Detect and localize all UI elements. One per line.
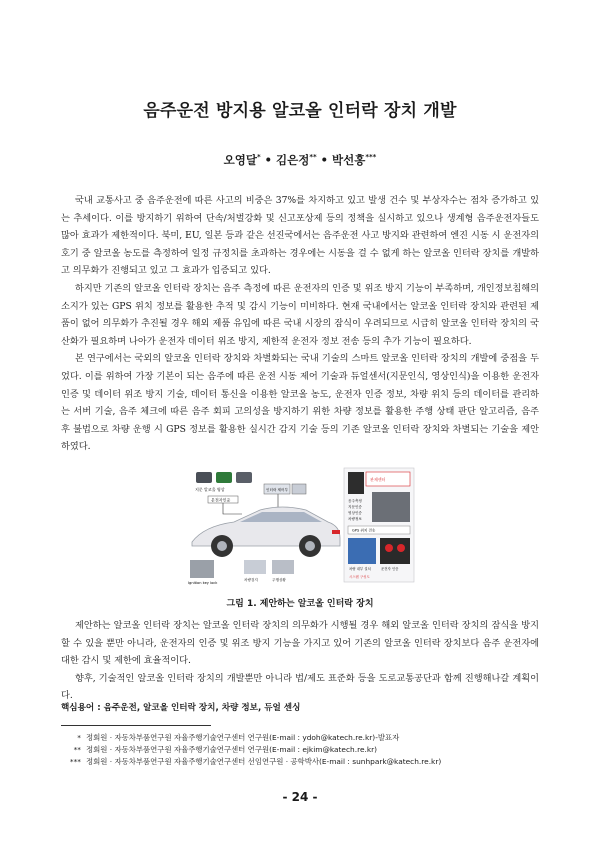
cctv-photo [244, 560, 266, 574]
ignition-lock-photo [190, 560, 214, 578]
abstract-paragraph: 본 연구에서는 국외의 알코올 인터락 장치와 차별화되는 국내 기술의 스마트 알코올 인터락 장치의 개발에 중점을 두었다. 이를 위하여 가장 기본이 되는 음주에 따른 운전 시동 제어 기술과 듀얼센서(지문인식, 영상인식)을 이용한 운전자 인증 및 데이터 위조 방지 기술, 데이터 통신을 이용한 알코올 농도, 운전자 인증 정보, 차량 위치 등의 데이터를 관리하는 서버 기술, 음주 체크에 따른 음주 회피 고의성을 방지하기 위한 차량 정보를 활용한 주행 상태 판단 알고리즘, 음주 후 불법으로 차량 운행 시 GPS 정보를 활용한 실시간 감지 기술 등의 기존 알코올 인터락 장치와 차별되는 기술을 제안하였다. [61, 353, 539, 453]
abstract [61, 192, 539, 456]
controller-label: 인터락 제어부 [266, 488, 288, 492]
driver-auth-photo-label: 운전자 인증 [381, 567, 399, 571]
paper-title: 음주운전 방지용 알코올 인터락 장치 개발 [143, 101, 457, 121]
cable-line [223, 503, 242, 514]
figure-caption: 그림 1. 제안하는 알코올 인터락 장치 [226, 599, 374, 609]
keywords: 핵심용어 : 음주운전, 알코올 인터락 장치, 차량 정보, 듀얼 센싱 [61, 703, 301, 713]
author-mark: * [256, 153, 261, 162]
author-name: 오영달 [223, 153, 257, 167]
body-paragraph: 향후, 기술적인 알코올 인터락 장치의 개발뿐만 아니라 법/제도 표준화 등을 도로교통공단과 함께 진행해나갈 계획이다. [61, 672, 539, 702]
interlock-device-photo [348, 472, 364, 494]
steering-photo [272, 560, 294, 574]
alcohol-sensor-module [216, 472, 232, 483]
footnote-mark: *** [69, 757, 81, 766]
footnote-text: 정회원 · 자동차부품연구원 자율주행기술연구센터 연구원(E-mail : ydoh@katech.re.kr)-발표자 [86, 733, 400, 742]
driver-face-photo [380, 538, 410, 564]
figure-illustration [182, 464, 418, 586]
abstract-paragraph: 국내 교통사고 중 음주운전에 따른 사고의 비중은 37%를 차지하고 있고 발생 건수 및 부상자수는 점차 증가하고 있는 추세이다. 이를 방지하기 위하여 단속/처벌강화 및 신고포상제 등의 정책을 실시하고 있으나 생계형 음주운전자들도 많아 효과가 제한적이다. 북미, EU, 일본 등과 같은 선진국에서는 음주운전 사고 방지와 관련하여 엔진 시동 시 운전자의 호기 중 알코올 농도를 측정하여 일정 규정치를 초과하는 경우에는 시동을 걸 수 없게 하는 알코올 인터락 장치를 개발하고 의무화가 진행되고 있고 그 효과가 입증되고 있다. [61, 195, 539, 277]
step-label: 음주측정 [348, 499, 362, 503]
dashboard-photo [372, 492, 410, 522]
modules-label: 지문 알코올 영상 [195, 487, 225, 492]
author-separator: • [316, 153, 333, 167]
ignition-label: Ignition key lock [188, 581, 218, 585]
step-label: 차량정보 [348, 517, 362, 521]
car-illustration [192, 507, 340, 557]
face-marker [397, 544, 405, 552]
sensor-modules-group [195, 472, 252, 503]
body-text [61, 617, 539, 705]
page-number: - 24 - [282, 790, 318, 804]
photo-tag: 시스템 구성도 [349, 575, 370, 579]
driver-auth-label: 운전자인증 [211, 497, 231, 503]
footnotes [61, 732, 539, 768]
fingerprint-module [196, 472, 212, 483]
car-front-hub [217, 541, 227, 551]
footnote-text: 정회원 · 자동차부품연구원 자율주행기술연구센터 연구원(E-mail : ejkim@katech.re.kr) [86, 745, 378, 754]
author-line [0, 152, 600, 168]
gps-label: GPS 위치 전송 [352, 528, 376, 533]
footnote-mark: * [77, 733, 81, 742]
author-name: 박선홍 [332, 153, 366, 167]
car-tail-light [332, 530, 340, 534]
figure-system-diagram [182, 464, 418, 586]
in-vehicle-photo [348, 538, 376, 564]
body-paragraph: 제안하는 알코올 인터락 장치는 알코올 인터락 장치의 의무화가 시행될 경우 해외 알코올 인터락 장치의 잠식을 방지할 수 있을 뿐만 아니라, 운전자의 인증 및 위조 방지 기능을 가지고 있어 기존의 알코올 인터락 장치보다 음주 운전자에 대한 감시 및 제한에 효율적이다. [61, 620, 539, 667]
step-label: 영상인증 [348, 511, 362, 515]
car-rear-hub [305, 541, 315, 551]
gps-module-box [292, 484, 306, 494]
abstract-paragraph: 하지만 기존의 알코올 인터락 장치는 음주 측정에 따른 운전자의 인증 및 위조 방지 기능이 부족하며, 개인정보침해의 소지가 있는 GPS 위치 정보를 활용한 추적 및 감시 기능이 미비하다. 현재 국내에서는 알코올 인터락 장치와 관련된 제품이 없어 의무화가 추진될 경우 해외 제품 유입에 따른 국내 시장의 잠식이 우려되므로 시급히 알코올 인터락 장치의 국산화가 필요하며 나아가 운전자 데이터 위조 방지, 제한적 운전자 정보 전송 등의 추가 기능이 필요하다. [61, 282, 539, 347]
system-flow-panel [344, 468, 414, 582]
footnote [61, 732, 539, 744]
server-label: 관제센터 [370, 477, 386, 482]
in-vehicle-label: 차량 내부 설치 [349, 567, 371, 571]
author-name: 김은정 [276, 153, 310, 167]
camera-module [236, 472, 252, 483]
cctv-label: 차량검지 [244, 578, 258, 582]
footnote-divider [61, 725, 211, 726]
steering-label: 주행상황 [272, 578, 286, 582]
face-marker [385, 544, 393, 552]
footnote-mark: ** [73, 745, 81, 754]
footnote [61, 744, 539, 756]
footnote [61, 756, 539, 768]
author-mark: ** [309, 153, 317, 162]
author-separator: • [260, 153, 277, 167]
author-mark: *** [365, 153, 377, 162]
footnote-text: 정회원 · 자동차부품연구원 자율주행기술연구센터 선임연구원 · 공학박사(E-mail : sunhpark@katech.re.kr) [86, 757, 442, 766]
step-label: 지문인증 [348, 505, 362, 509]
